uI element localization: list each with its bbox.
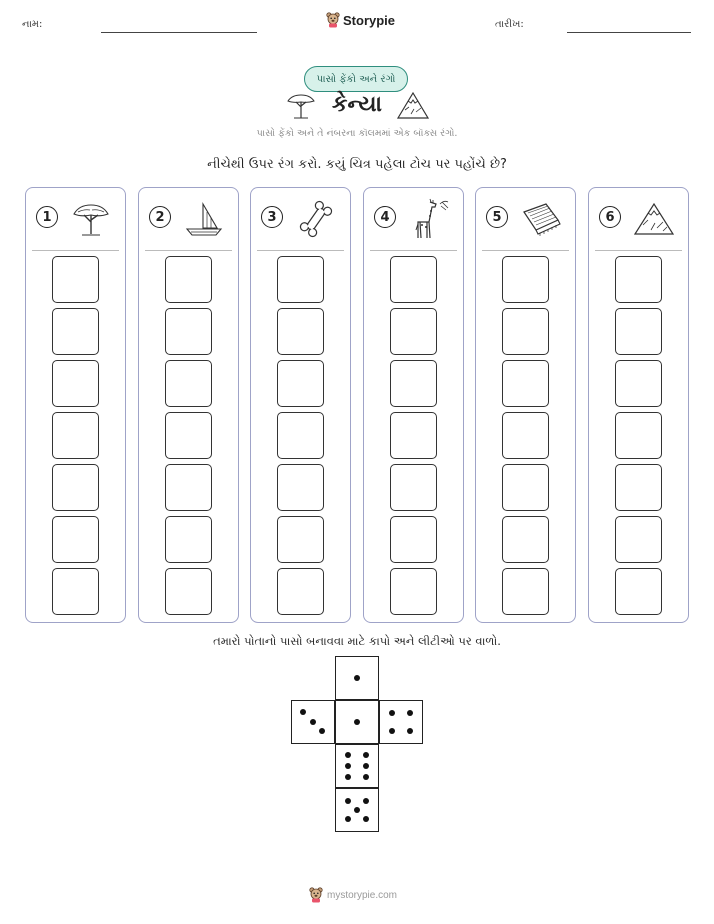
dice-pip — [363, 816, 369, 822]
page-title: કેન્યા — [332, 92, 382, 117]
activity-badge-text: પાસો ફેંકો અને રંગો — [316, 73, 396, 85]
dice-pip — [363, 774, 369, 780]
color-box — [52, 308, 99, 355]
dice-pip — [363, 798, 369, 804]
sailboat-icon — [183, 198, 225, 240]
color-box — [277, 308, 324, 355]
dice-pip — [363, 752, 369, 758]
column-3 — [250, 187, 351, 623]
color-box — [502, 308, 549, 355]
dice-pip — [354, 719, 360, 725]
column-number: 4 — [374, 206, 396, 228]
brand-logo — [326, 12, 395, 28]
color-box — [615, 256, 662, 303]
bear-icon — [309, 887, 323, 903]
color-box — [615, 516, 662, 563]
dice-face — [379, 700, 423, 744]
dice-pip — [389, 728, 395, 734]
dice-pip — [345, 798, 351, 804]
color-box — [390, 256, 437, 303]
column-4 — [363, 187, 464, 623]
color-box — [52, 568, 99, 615]
dice-pip — [345, 763, 351, 769]
column-1 — [25, 187, 126, 623]
mountain-icon — [396, 90, 430, 120]
footer-url: mystorypie.com — [327, 889, 398, 901]
color-box — [52, 412, 99, 459]
column-number: 5 — [486, 206, 508, 228]
color-box — [277, 412, 324, 459]
dice-face — [335, 788, 379, 832]
dice-pip — [319, 728, 325, 734]
color-box — [277, 464, 324, 511]
color-box — [52, 256, 99, 303]
column-divider — [145, 250, 232, 251]
column-divider — [257, 250, 344, 251]
color-box — [277, 360, 324, 407]
column-number: 2 — [149, 206, 171, 228]
dice-pip — [345, 752, 351, 758]
color-box — [277, 256, 324, 303]
color-box — [390, 412, 437, 459]
bear-icon — [326, 12, 340, 28]
bone-icon — [295, 198, 337, 240]
dice-pip — [345, 774, 351, 780]
dice-pip — [310, 719, 316, 725]
dice-pip — [354, 675, 360, 681]
column-2 — [138, 187, 239, 623]
color-box — [277, 516, 324, 563]
dice-face — [291, 700, 335, 744]
color-box — [502, 412, 549, 459]
color-box — [52, 464, 99, 511]
color-box — [165, 464, 212, 511]
color-box — [502, 256, 549, 303]
cut-instruction: તમારો પોતાનો પાસો બનાવવા માટે કાપો અને લીટીઓ પર વાળો. — [213, 634, 501, 648]
acacia-tree-icon — [70, 198, 112, 240]
acacia-tree-icon — [286, 92, 316, 120]
color-box — [615, 568, 662, 615]
dice-pip — [363, 763, 369, 769]
column-divider — [32, 250, 119, 251]
dice-face — [335, 656, 379, 700]
dice-face — [335, 700, 379, 744]
color-box — [615, 308, 662, 355]
color-box — [165, 308, 212, 355]
name-label: નામ: — [22, 19, 43, 30]
dice-pip — [389, 710, 395, 716]
folded-cloth-icon — [520, 198, 562, 240]
column-number: 6 — [599, 206, 621, 228]
color-box — [165, 412, 212, 459]
brand-name: Storypie — [343, 12, 396, 28]
giraffe-icon — [408, 198, 450, 240]
color-box — [502, 516, 549, 563]
color-box — [277, 568, 324, 615]
color-box — [165, 256, 212, 303]
name-line — [101, 32, 257, 33]
color-box — [390, 568, 437, 615]
date-label: તારીખ: — [495, 19, 524, 30]
dice-pip — [345, 816, 351, 822]
column-6 — [588, 187, 689, 623]
color-box — [390, 516, 437, 563]
mountain-icon — [633, 198, 675, 240]
column-divider — [482, 250, 569, 251]
color-box — [502, 568, 549, 615]
column-number: 3 — [261, 206, 283, 228]
column-divider — [370, 250, 457, 251]
column-5 — [475, 187, 576, 623]
color-box — [502, 464, 549, 511]
footer — [309, 887, 397, 903]
color-box — [52, 516, 99, 563]
color-box — [390, 464, 437, 511]
dice-face — [335, 744, 379, 788]
color-box — [52, 360, 99, 407]
color-box — [165, 516, 212, 563]
color-box — [390, 308, 437, 355]
dice-pip — [407, 728, 413, 734]
column-number: 1 — [36, 206, 58, 228]
color-box — [165, 568, 212, 615]
dice-pip — [300, 709, 306, 715]
color-box — [390, 360, 437, 407]
date-line — [567, 32, 691, 33]
color-box — [502, 360, 549, 407]
instruction: નીચેથી ઉપર રંગ કરો. કયું ચિત્ર પહેલા ટોચ પર પહોંચે છે? — [207, 157, 507, 172]
dice-pip — [407, 710, 413, 716]
column-divider — [595, 250, 682, 251]
color-box — [165, 360, 212, 407]
subtitle: પાસો ફેંકો અને તે નંબરના કૉલમમાં એક બૉક્સ રંગો. — [256, 128, 458, 139]
title-row — [284, 90, 434, 126]
activity-badge — [304, 66, 408, 92]
color-box — [615, 360, 662, 407]
dice-pip — [354, 807, 360, 813]
color-box — [615, 412, 662, 459]
color-box — [615, 464, 662, 511]
